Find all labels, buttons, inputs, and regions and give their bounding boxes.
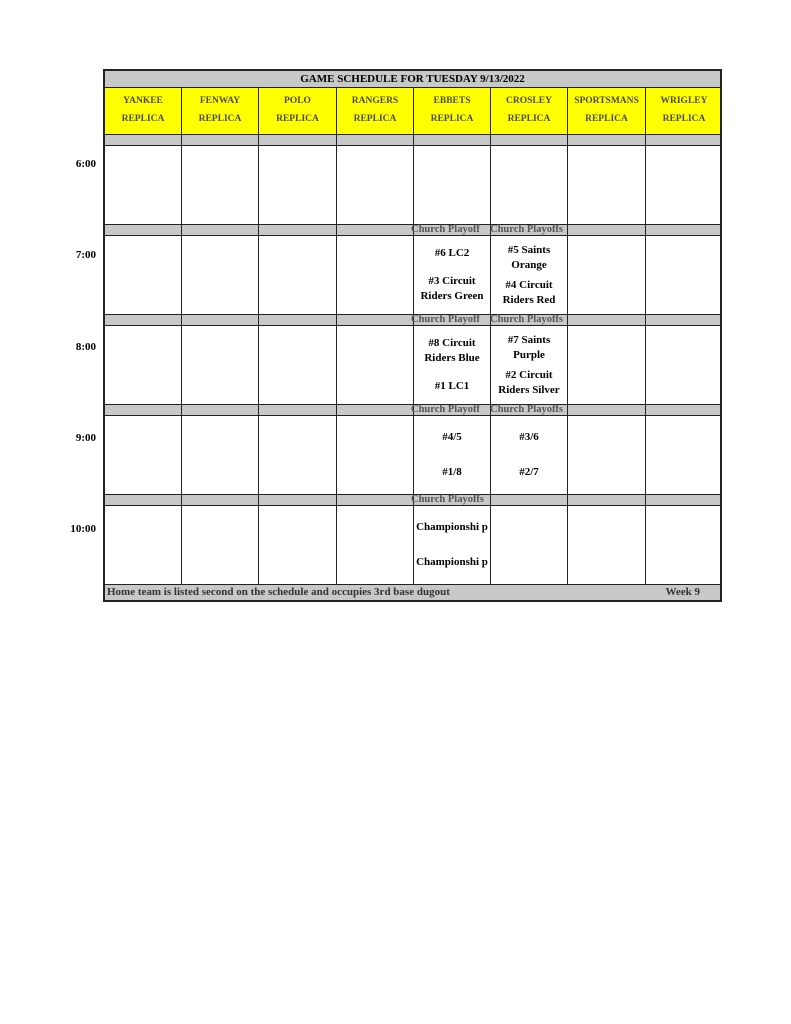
game-cell xyxy=(414,146,491,224)
field-fenway xyxy=(182,88,259,134)
game-cell xyxy=(491,146,568,224)
field-polo xyxy=(259,88,337,134)
divider-row xyxy=(105,495,720,506)
slot-row-6 xyxy=(105,146,720,225)
division-label: Church Playoffs xyxy=(490,404,564,415)
field-sub: REPLICA xyxy=(353,114,397,124)
field-sub: REPLICA xyxy=(430,114,474,124)
game-entry: #1/8 xyxy=(442,466,462,478)
game-entry: #3/6 xyxy=(519,431,539,443)
field-name: EBBETS xyxy=(433,96,471,106)
game-cell xyxy=(414,506,491,584)
field-name: FENWAY xyxy=(199,96,241,106)
field-name: SPORTSMANS xyxy=(574,96,639,106)
game-entry: #4/5 xyxy=(442,431,462,443)
division-label: Church Playoff xyxy=(411,224,480,235)
field-sub: REPLICA xyxy=(585,114,628,124)
field-name: RANGERS xyxy=(351,96,399,106)
divider-row xyxy=(105,135,720,146)
field-name: YANKEE xyxy=(123,96,163,106)
field-wrigley xyxy=(646,88,722,134)
field-sportsmans xyxy=(568,88,646,134)
game-cell xyxy=(491,236,568,314)
game-cell xyxy=(414,416,491,494)
field-crosley xyxy=(491,88,568,134)
field-sub: REPLICA xyxy=(662,114,706,124)
field-sub: REPLICA xyxy=(198,114,242,124)
home-team-note: Home team is listed second on the schedule and occupies 3rd base dugout xyxy=(107,586,450,598)
game-cell xyxy=(414,326,491,404)
field-name: CROSLEY xyxy=(506,96,552,106)
time-label: 9:00 xyxy=(75,432,96,444)
game-entry: #2 Circuit Riders Silver xyxy=(498,368,560,396)
division-label: Church Playoff xyxy=(411,404,480,415)
time-label: 10:00 xyxy=(70,523,96,535)
divider-row xyxy=(105,315,720,326)
division-label: Church Playoffs xyxy=(490,224,564,235)
game-entry: #6 LC2 xyxy=(434,247,470,260)
game-cell xyxy=(491,416,568,494)
game-entry: #4 Circuit Riders Red xyxy=(502,278,556,306)
game-entry: #1 LC1 xyxy=(434,379,470,392)
game-entry: #7 Saints Purple xyxy=(507,333,551,361)
field-name: POLO xyxy=(284,96,311,106)
field-sub: REPLICA xyxy=(121,114,165,124)
slot-row-10 xyxy=(105,506,720,585)
time-label: 8:00 xyxy=(75,341,96,353)
field-sub: REPLICA xyxy=(507,114,551,124)
time-label: 7:00 xyxy=(75,249,96,261)
divider-row xyxy=(105,405,720,416)
schedule-title: GAME SCHEDULE FOR TUESDAY 9/13/2022 xyxy=(105,71,720,88)
schedule-table xyxy=(103,69,722,602)
field-name: WRIGLEY xyxy=(660,96,708,106)
division-label: Church Playoffs xyxy=(411,494,485,505)
slot-row-8 xyxy=(105,326,720,405)
game-entry: #2/7 xyxy=(519,466,539,478)
field-ebbets xyxy=(414,88,491,134)
schedule-footer xyxy=(105,585,720,600)
slot-row-9 xyxy=(105,416,720,495)
time-label: 6:00 xyxy=(75,158,96,170)
field-sub: REPLICA xyxy=(276,114,319,124)
game-cell xyxy=(491,506,568,584)
game-cell xyxy=(491,326,568,404)
game-entry: #3 Circuit Riders Green xyxy=(420,274,484,302)
field-rangers xyxy=(337,88,414,134)
field-yankee xyxy=(105,88,182,134)
game-entry: #8 Circuit Riders Blue xyxy=(424,337,480,365)
divider-row xyxy=(105,225,720,236)
game-cell xyxy=(414,236,491,314)
division-label: Church Playoffs xyxy=(490,314,564,325)
field-header-row xyxy=(105,88,720,135)
slot-row-7 xyxy=(105,236,720,315)
game-entry: #5 Saints Orange xyxy=(507,243,551,271)
game-entry: Championshi p xyxy=(416,556,488,568)
week-label: Week 9 xyxy=(665,586,700,598)
game-entry: Championshi p xyxy=(416,521,488,533)
division-label: Church Playoff xyxy=(411,314,480,325)
